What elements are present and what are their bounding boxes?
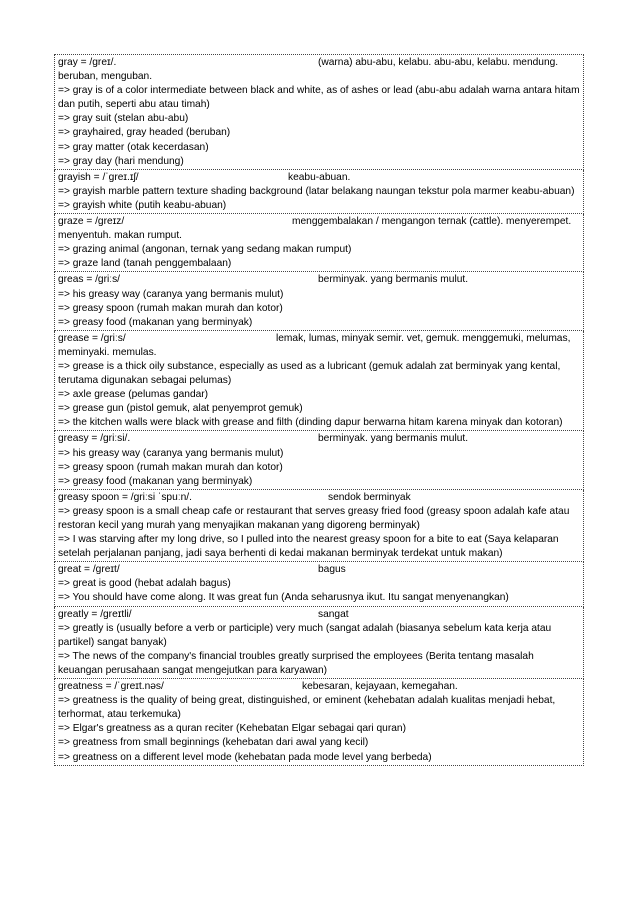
entry-header	[58, 491, 581, 505]
definition: lemak, lumas, minyak semir. vet, gemuk. menggemuki, melumas, meminyaki. memulas.	[58, 332, 571, 358]
definition: keabu-abuan.	[288, 171, 351, 183]
example-line: => grazing animal (angonan, ternak yang sedang makan rumput)	[58, 244, 352, 256]
headword: grayish = /ˈɡreɪ.ɪʃ/	[58, 171, 139, 183]
example-line: => greasy spoon (rumah makan murah dan kotor)	[58, 302, 283, 314]
headword: greatly = /ɡreɪtli/	[58, 608, 132, 620]
example-line: => the kitchen walls were black with grease and filth (dinding dapur berwarna hitam karena minyak dan kotoran)	[58, 417, 563, 429]
dictionary-entry	[54, 170, 584, 214]
headword: grease = /ɡriːs/	[58, 332, 126, 344]
example-line: => Elgar's greatness as a quran reciter (Kehebatan Elgar sebagai qari quran)	[58, 723, 406, 735]
example-line: => greasy food (makanan yang berminyak)	[58, 475, 253, 487]
dictionary-entry	[54, 331, 584, 432]
dictionary-document	[54, 54, 584, 766]
dictionary-entry	[54, 431, 584, 489]
example-line: => axle grease (pelumas gandar)	[58, 389, 209, 401]
entry-header	[58, 680, 581, 694]
example-line: => his greasy way (caranya yang bermanis mulut)	[58, 447, 284, 459]
example-line: => graze land (tanah penggembalaan)	[58, 258, 232, 270]
example-line: => grayish marble pattern texture shading background (latar belakang naungan tekstur pola marmer keabu-abuan)	[58, 185, 575, 197]
example-line: => greatness from small beginnings (kehebatan dari awal yang kecil)	[58, 737, 369, 749]
example-line: => greasy spoon (rumah makan murah dan kotor)	[58, 461, 283, 473]
dictionary-entry	[54, 679, 584, 766]
definition: sendok berminyak	[328, 491, 411, 503]
dictionary-entry	[54, 490, 584, 562]
dictionary-entry	[54, 607, 584, 679]
headword: greasy = /ɡriːsi/.	[58, 433, 131, 445]
example-line: => gray day (hari mendung)	[58, 155, 184, 167]
example-line: => greatness is the quality of being great, distinguished, or eminent (kehebatan adalah kualitas menjadi hebat, terhormat, atau terkemuka)	[58, 695, 556, 721]
example-line: => his greasy way (caranya yang bermanis mulut)	[58, 288, 284, 300]
definition: kebesaran, kejayaan, kemegahan.	[302, 681, 458, 693]
example-line: => gray suit (stelan abu-abu)	[58, 113, 189, 125]
dictionary-entry	[54, 54, 584, 170]
entry-header	[58, 171, 581, 185]
example-line: => grayish white (putih keabu-abuan)	[58, 199, 227, 211]
dictionary-entry	[54, 562, 584, 606]
example-line: => greatness on a different level mode (kehebatan pada mode level yang berbeda)	[58, 751, 432, 763]
example-line: => grease is a thick oily substance, especially as used as a lubricant (gemuk adalah zat berminyak yang kental, terutama digunakan sebagai pelumas)	[58, 360, 561, 387]
entry-header	[58, 273, 581, 287]
headword: greatness = /ˈɡreɪt.nəs/	[58, 681, 164, 693]
headword: greas = /ɡriːs/	[58, 274, 121, 286]
example-line: => The news of the company's financial troubles greatly surprised the employees (Berita tentang masalah keuangan perusahaan sangat mengejutkan para karyawan)	[58, 650, 534, 676]
definition: sangat	[318, 608, 349, 620]
entry-header	[58, 215, 581, 243]
entry-header	[58, 563, 581, 577]
example-line: => greasy spoon is a small cheap cafe or restaurant that serves greasy fried food (greasy spoon adalah kafe atau restoran kecil yang murah yang menyajikan makanan yang digoreng berminyak)	[58, 505, 570, 531]
example-line: => great is good (hebat adalah bagus)	[58, 578, 231, 590]
definition: berminyak. yang bermanis mulut.	[318, 274, 469, 286]
headword: great = /ɡreɪt/	[58, 564, 120, 576]
dictionary-entry	[54, 272, 584, 330]
definition: bagus	[318, 564, 346, 576]
definition: (warna) abu-abu, kelabu. abu-abu, kelabu. mendung. beruban, menguban.	[58, 57, 559, 83]
example-line: => greasy food (makanan yang berminyak)	[58, 316, 253, 328]
headword: gray = /ɡreɪ/.	[58, 57, 117, 68]
entry-header	[58, 56, 581, 84]
definition: berminyak. yang bermanis mulut.	[318, 433, 469, 445]
definition: menggembalakan / mengangon ternak (cattle). menyerempet. menyentuh. makan rumput.	[58, 216, 572, 242]
example-line: => gray matter (otak kecerdasan)	[58, 141, 209, 153]
headword: graze = /ɡreɪz/	[58, 216, 125, 228]
example-line: => grayhaired, gray headed (beruban)	[58, 127, 231, 139]
example-line: => You should have come along. It was great fun (Anda seharusnya ikut. Itu sangat menyenangkan)	[58, 592, 509, 604]
entry-header	[58, 432, 581, 446]
example-line: => gray is of a color intermediate between black and white, as of ashes or lead (abu-abu adalah warna antara hitam dan putih, seperti abu atau timah)	[58, 85, 580, 111]
example-line: => greatly is (usually before a verb or participle) very much (sangat adalah (biasanya sebelum kata kerja atau partikel) sangat banyak)	[58, 622, 552, 648]
dictionary-entry	[54, 214, 584, 272]
example-line: => grease gun (pistol gemuk, alat penyemprot gemuk)	[58, 403, 303, 415]
headword: greasy spoon = /ɡriːsi ˈspuːn/.	[58, 491, 192, 503]
entry-header	[58, 608, 581, 622]
example-line: => I was starving after my long drive, so I pulled into the nearest greasy spoon for a bite to eat (Saya kelaparan setelah perjalanan panjang, jadi saya berhenti di kedai makanan berminyak terdekat untuk makan)	[58, 534, 559, 560]
entry-header	[58, 332, 581, 360]
